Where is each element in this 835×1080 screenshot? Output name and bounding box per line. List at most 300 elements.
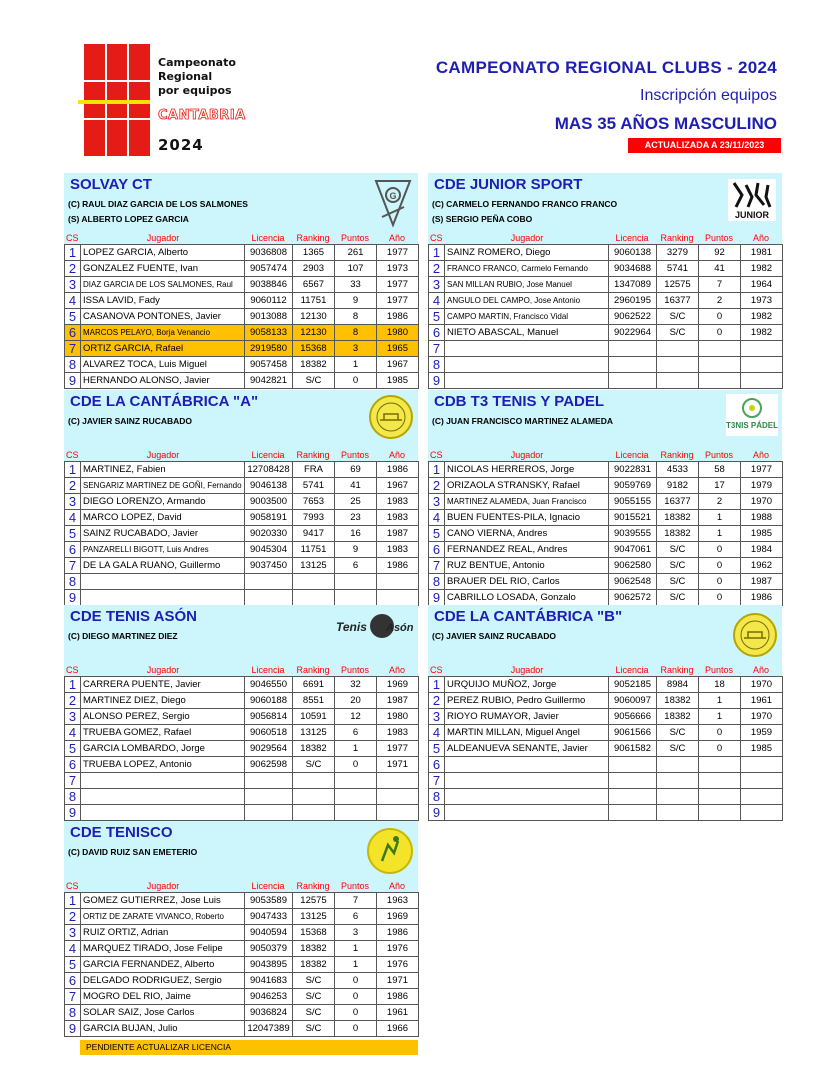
player-year: [741, 773, 783, 789]
player-points: 12: [335, 709, 377, 725]
player-license: [609, 773, 657, 789]
player-license: 9041683: [245, 973, 293, 989]
player-year: 1981: [741, 245, 783, 261]
player-ranking: S/C: [657, 590, 699, 606]
player-year: 1971: [377, 973, 419, 989]
player-license: 9036824: [245, 1005, 293, 1021]
player-ranking: [293, 574, 335, 590]
table-row: [429, 789, 783, 805]
player-ranking: S/C: [657, 309, 699, 325]
t3-tenis-padel-logo-icon: [726, 394, 778, 436]
player-license: 2960195: [609, 293, 657, 309]
player-year: 1970: [741, 494, 783, 510]
player-license: 9046138: [245, 478, 293, 494]
team-header: [428, 173, 782, 233]
col-cs: CS: [430, 233, 443, 243]
table-row: [429, 725, 783, 741]
col-licencia: Licencia: [251, 450, 285, 460]
col-ano: Año: [388, 450, 405, 460]
player-license: 9036808: [245, 245, 293, 261]
player-year: 1966: [377, 1021, 419, 1037]
table-row: [429, 309, 783, 325]
team-name: CDE JUNIOR SPORT: [434, 176, 583, 193]
row-number: 7: [65, 558, 81, 574]
table-row: [65, 741, 419, 757]
table-row: [65, 309, 419, 325]
player-year: [377, 789, 419, 805]
player-points: 23: [335, 510, 377, 526]
player-year: 1976: [377, 941, 419, 957]
player-name: LOPEZ GARCIA, Alberto: [81, 245, 245, 261]
player-ranking: [657, 341, 699, 357]
row-number: 7: [65, 989, 81, 1005]
player-points: 1: [699, 526, 741, 542]
row-number: 5: [65, 957, 81, 973]
row-number: 8: [65, 1005, 81, 1021]
player-points: 0: [335, 757, 377, 773]
player-year: [741, 789, 783, 805]
player-license: 9060138: [609, 245, 657, 261]
player-points: 0: [335, 989, 377, 1005]
player-license: 9045304: [245, 542, 293, 558]
player-ranking: 9182: [657, 478, 699, 494]
player-year: 1961: [741, 693, 783, 709]
player-license: 9042821: [245, 373, 293, 389]
player-year: 1982: [741, 309, 783, 325]
table-row: [65, 789, 419, 805]
team-logo: [726, 177, 778, 228]
championship-logo: [84, 44, 264, 164]
player-points: 16: [335, 526, 377, 542]
col-ano: Año: [388, 233, 405, 243]
table-row: [65, 245, 419, 261]
player-ranking: [657, 805, 699, 821]
pending-license-note: PENDIENTE ACTUALIZAR LICENCIA: [80, 1040, 418, 1055]
team-logo: [334, 609, 414, 648]
col-ano: Año: [388, 881, 405, 891]
col-cs: CS: [66, 233, 79, 243]
table-row: [429, 341, 783, 357]
player-ranking: S/C: [657, 741, 699, 757]
player-license: [245, 789, 293, 805]
player-license: 9058133: [245, 325, 293, 341]
page-subtitle: Inscripción equipos: [640, 87, 777, 104]
player-points: 2: [699, 494, 741, 510]
column-header-row: [64, 450, 418, 461]
team-header: [428, 605, 782, 665]
player-ranking: 11751: [293, 542, 335, 558]
player-points: 0: [335, 373, 377, 389]
row-number: 3: [65, 277, 81, 293]
player-ranking: [657, 373, 699, 389]
player-license: 9056666: [609, 709, 657, 725]
player-name: NIETO ABASCAL, Manuel: [445, 325, 609, 341]
table-row: [65, 1021, 419, 1037]
player-year: 1983: [377, 494, 419, 510]
player-license: 9040594: [245, 925, 293, 941]
player-points: 1: [335, 941, 377, 957]
player-table: [64, 892, 419, 1037]
player-license: 9060112: [245, 293, 293, 309]
player-year: 1969: [377, 909, 419, 925]
team-name: CDE LA CANTÁBRICA "A": [70, 393, 259, 410]
player-license: 9062598: [245, 757, 293, 773]
table-row: [65, 677, 419, 693]
row-number: 2: [429, 693, 445, 709]
row-number: 8: [65, 574, 81, 590]
player-ranking: 1365: [293, 245, 335, 261]
row-number: 6: [65, 973, 81, 989]
player-ranking: S/C: [293, 973, 335, 989]
player-points: 41: [699, 261, 741, 277]
player-name: BUEN FUENTES-PILA, Ignacio: [445, 510, 609, 526]
team-block: [428, 605, 782, 821]
team-header: [64, 821, 418, 881]
player-name: ALVAREZ TOCA, Luis Miguel: [81, 357, 245, 373]
player-year: 1962: [741, 558, 783, 574]
player-year: [741, 341, 783, 357]
player-ranking: 18382: [293, 941, 335, 957]
row-number: 1: [429, 245, 445, 261]
player-points: [335, 773, 377, 789]
junior-logo-text: JUNIOR: [734, 210, 770, 220]
player-ranking: S/C: [293, 1005, 335, 1021]
player-points: [335, 590, 377, 606]
player-name: TRUEBA GOMEZ, Rafael: [81, 725, 245, 741]
player-ranking: S/C: [657, 558, 699, 574]
row-number: 6: [65, 542, 81, 558]
player-license: 9013088: [245, 309, 293, 325]
row-number: 3: [429, 277, 445, 293]
row-number: 2: [65, 261, 81, 277]
row-number: 1: [65, 462, 81, 478]
row-number: 6: [65, 325, 81, 341]
player-ranking: 12575: [293, 893, 335, 909]
player-year: 1985: [741, 741, 783, 757]
table-row: [65, 357, 419, 373]
player-ranking: 6567: [293, 277, 335, 293]
player-name: GOMEZ GUTIERREZ, Jose Luis: [81, 893, 245, 909]
table-row: [65, 805, 419, 821]
row-number: 7: [429, 773, 445, 789]
row-number: 4: [429, 293, 445, 309]
category-title: MAS 35 AÑOS MASCULINO: [554, 114, 777, 133]
solvay-logo-icon: [372, 177, 414, 229]
col-licencia: Licencia: [251, 233, 285, 243]
player-name: FRANCO FRANCO, Carmelo Fernando: [445, 261, 609, 277]
row-number: 2: [65, 478, 81, 494]
player-year: 1986: [741, 590, 783, 606]
player-points: 3: [335, 925, 377, 941]
player-ranking: 16377: [657, 494, 699, 510]
player-name: URQUIJO MUÑOZ, Jorge: [445, 677, 609, 693]
table-row: [429, 709, 783, 725]
col-ano: Año: [752, 450, 769, 460]
player-points: 0: [335, 973, 377, 989]
table-row: [65, 925, 419, 941]
player-ranking: [293, 590, 335, 606]
player-points: 0: [699, 325, 741, 341]
player-points: 69: [335, 462, 377, 478]
row-number: 4: [65, 510, 81, 526]
player-name: MOGRO DEL RIO, Jaime: [81, 989, 245, 1005]
player-year: 1965: [377, 341, 419, 357]
updated-badge: ACTUALIZADA A 23/11/2023: [628, 138, 781, 153]
player-ranking: 4533: [657, 462, 699, 478]
player-ranking: 7653: [293, 494, 335, 510]
team-logo: [732, 609, 778, 666]
player-year: 1961: [377, 1005, 419, 1021]
player-ranking: 13125: [293, 909, 335, 925]
col-jugador: Jugador: [146, 881, 180, 891]
player-points: 1: [699, 693, 741, 709]
player-ranking: 6691: [293, 677, 335, 693]
player-points: 0: [699, 574, 741, 590]
player-ranking: 3279: [657, 245, 699, 261]
player-name: RUIZ ORTIZ, Adrian: [81, 925, 245, 941]
team-block: [428, 173, 782, 389]
table-row: [65, 1005, 419, 1021]
player-year: 1987: [377, 693, 419, 709]
player-license: [609, 805, 657, 821]
player-name: PEREZ RUBIO, Pedro Guillermo: [445, 693, 609, 709]
table-row: [429, 261, 783, 277]
player-name: [445, 357, 609, 373]
row-number: 5: [65, 309, 81, 325]
player-license: 12708428: [245, 462, 293, 478]
player-license: 9050379: [245, 941, 293, 957]
player-license: 12047389: [245, 1021, 293, 1037]
col-puntos: Puntos: [340, 450, 370, 460]
player-points: 8: [335, 325, 377, 341]
player-license: 9046253: [245, 989, 293, 1005]
player-year: 1987: [377, 526, 419, 542]
col-jugador: Jugador: [510, 450, 544, 460]
table-row: [65, 574, 419, 590]
player-name: CASANOVA PONTONES, Javier: [81, 309, 245, 325]
team-logo: [372, 177, 414, 234]
player-license: 9022964: [609, 325, 657, 341]
cantabrica-a-logo-icon: [368, 394, 414, 440]
row-number: 9: [65, 805, 81, 821]
table-row: [429, 478, 783, 494]
cantabrica-b-logo-icon: [732, 609, 778, 661]
team-name: SOLVAY CT: [70, 176, 152, 193]
row-number: 4: [429, 725, 445, 741]
player-ranking: 15368: [293, 925, 335, 941]
col-puntos: Puntos: [340, 233, 370, 243]
player-points: 0: [699, 590, 741, 606]
player-license: [245, 590, 293, 606]
player-points: 1: [335, 957, 377, 973]
player-ranking: S/C: [293, 989, 335, 1005]
player-name: GARCIA FERNANDEZ, Alberto: [81, 957, 245, 973]
row-number: 8: [429, 789, 445, 805]
col-ranking: Ranking: [660, 233, 694, 243]
col-ranking: Ranking: [296, 450, 330, 460]
row-number: 1: [429, 462, 445, 478]
row-number: 6: [429, 325, 445, 341]
player-name: ALONSO PEREZ, Sergio: [81, 709, 245, 725]
table-row: [65, 325, 419, 341]
player-license: 9020330: [245, 526, 293, 542]
player-year: 1988: [741, 510, 783, 526]
table-row: [65, 277, 419, 293]
player-year: 1973: [377, 261, 419, 277]
table-row: [65, 542, 419, 558]
row-number: 4: [65, 725, 81, 741]
player-license: 9060518: [245, 725, 293, 741]
player-ranking: S/C: [657, 325, 699, 341]
player-points: 6: [335, 909, 377, 925]
player-name: [445, 789, 609, 805]
junior-sport-logo-icon: [726, 177, 778, 223]
player-name: RIOYO RUMAYOR, Javier: [445, 709, 609, 725]
player-points: [335, 574, 377, 590]
player-points: 20: [335, 693, 377, 709]
team-captain: (C) JAVIER SAINZ RUCABADO: [68, 416, 193, 426]
player-license: 9052185: [609, 677, 657, 693]
row-number: 3: [65, 709, 81, 725]
player-name: TRUEBA LOPEZ, Antonio: [81, 757, 245, 773]
team-header: [64, 605, 418, 665]
col-ano: Año: [752, 665, 769, 675]
table-row: [429, 325, 783, 341]
table-row: [429, 693, 783, 709]
player-points: 261: [335, 245, 377, 261]
table-row: [65, 893, 419, 909]
player-license: [245, 574, 293, 590]
player-ranking: 18382: [657, 510, 699, 526]
col-cs: CS: [66, 881, 79, 891]
player-license: 9057458: [245, 357, 293, 373]
player-year: 1979: [741, 478, 783, 494]
player-points: 9: [335, 293, 377, 309]
player-table: [428, 461, 783, 606]
player-year: 1976: [377, 957, 419, 973]
player-license: 9047061: [609, 542, 657, 558]
player-license: 9060188: [245, 693, 293, 709]
player-name: DE LA GALA RUANO, Guillermo: [81, 558, 245, 574]
player-name: DIAZ GARCIA DE LOS SALMONES, Raul: [81, 277, 245, 293]
row-number: 8: [429, 574, 445, 590]
player-points: 33: [335, 277, 377, 293]
player-name: ORIZAOLA STRANSKY, Rafael: [445, 478, 609, 494]
team-logo: [726, 394, 778, 441]
player-points: 1: [699, 510, 741, 526]
col-jugador: Jugador: [510, 233, 544, 243]
table-row: [65, 725, 419, 741]
player-year: 1977: [377, 277, 419, 293]
player-license: [609, 757, 657, 773]
player-table: [64, 461, 419, 606]
row-number: 6: [65, 757, 81, 773]
player-license: [245, 805, 293, 821]
player-name: MARCOS PELAYO, Borja Venancio: [81, 325, 245, 341]
player-points: [699, 757, 741, 773]
team-name: CDE TENIS ASÓN: [70, 608, 197, 625]
player-ranking: 9417: [293, 526, 335, 542]
player-year: [377, 773, 419, 789]
player-year: [741, 805, 783, 821]
player-name: SAINZ RUCABADO, Javier: [81, 526, 245, 542]
col-puntos: Puntos: [704, 233, 734, 243]
player-ranking: 12130: [293, 325, 335, 341]
row-number: 7: [65, 341, 81, 357]
svg-text:Asón: Asón: [386, 622, 414, 634]
col-ranking: Ranking: [296, 233, 330, 243]
player-ranking: 7993: [293, 510, 335, 526]
team-captain: (C) DAVID RUIZ SAN EMETERIO: [68, 847, 198, 857]
player-points: 0: [699, 558, 741, 574]
player-license: 9037450: [245, 558, 293, 574]
player-name: [445, 773, 609, 789]
team-name: CDE TENISCO: [70, 824, 173, 841]
table-row: [429, 773, 783, 789]
player-ranking: 2903: [293, 261, 335, 277]
player-license: 9029564: [245, 741, 293, 757]
row-number: 8: [429, 357, 445, 373]
table-row: [65, 941, 419, 957]
table-row: [65, 261, 419, 277]
table-row: [429, 757, 783, 773]
player-ranking: 5741: [657, 261, 699, 277]
row-number: 5: [65, 526, 81, 542]
player-ranking: [293, 805, 335, 821]
player-name: NICOLAS HERREROS, Jorge: [445, 462, 609, 478]
player-points: 58: [699, 462, 741, 478]
player-name: MARQUEZ TIRADO, Jose Felipe: [81, 941, 245, 957]
player-points: 1: [335, 357, 377, 373]
player-ranking: 8984: [657, 677, 699, 693]
column-header-row: [428, 665, 782, 676]
table-row: [65, 909, 419, 925]
player-license: 9061582: [609, 741, 657, 757]
table-row: [429, 510, 783, 526]
player-points: 2: [699, 293, 741, 309]
player-year: 1967: [377, 357, 419, 373]
team-block: [64, 821, 418, 1037]
player-ranking: S/C: [293, 1021, 335, 1037]
player-license: 9062572: [609, 590, 657, 606]
table-row: [65, 989, 419, 1005]
table-row: [429, 542, 783, 558]
row-number: 1: [65, 245, 81, 261]
team-header: [64, 390, 418, 450]
table-row: [65, 590, 419, 606]
row-number: 6: [429, 757, 445, 773]
col-jugador: Jugador: [146, 665, 180, 675]
table-row: [429, 574, 783, 590]
row-number: 9: [429, 373, 445, 389]
col-ranking: Ranking: [660, 665, 694, 675]
player-license: 9053589: [245, 893, 293, 909]
player-year: 1986: [377, 462, 419, 478]
table-row: [429, 357, 783, 373]
team-header: [428, 390, 782, 450]
player-license: 9062522: [609, 309, 657, 325]
player-points: 17: [699, 478, 741, 494]
player-license: 9003500: [245, 494, 293, 510]
player-name: PANZARELLI BIGOTT, Luis Andres: [81, 542, 245, 558]
col-jugador: Jugador: [146, 450, 180, 460]
player-year: [377, 590, 419, 606]
col-puntos: Puntos: [340, 665, 370, 675]
col-licencia: Licencia: [251, 881, 285, 891]
table-row: [65, 526, 419, 542]
logo-yellow-band: [78, 100, 150, 104]
player-license: [609, 357, 657, 373]
